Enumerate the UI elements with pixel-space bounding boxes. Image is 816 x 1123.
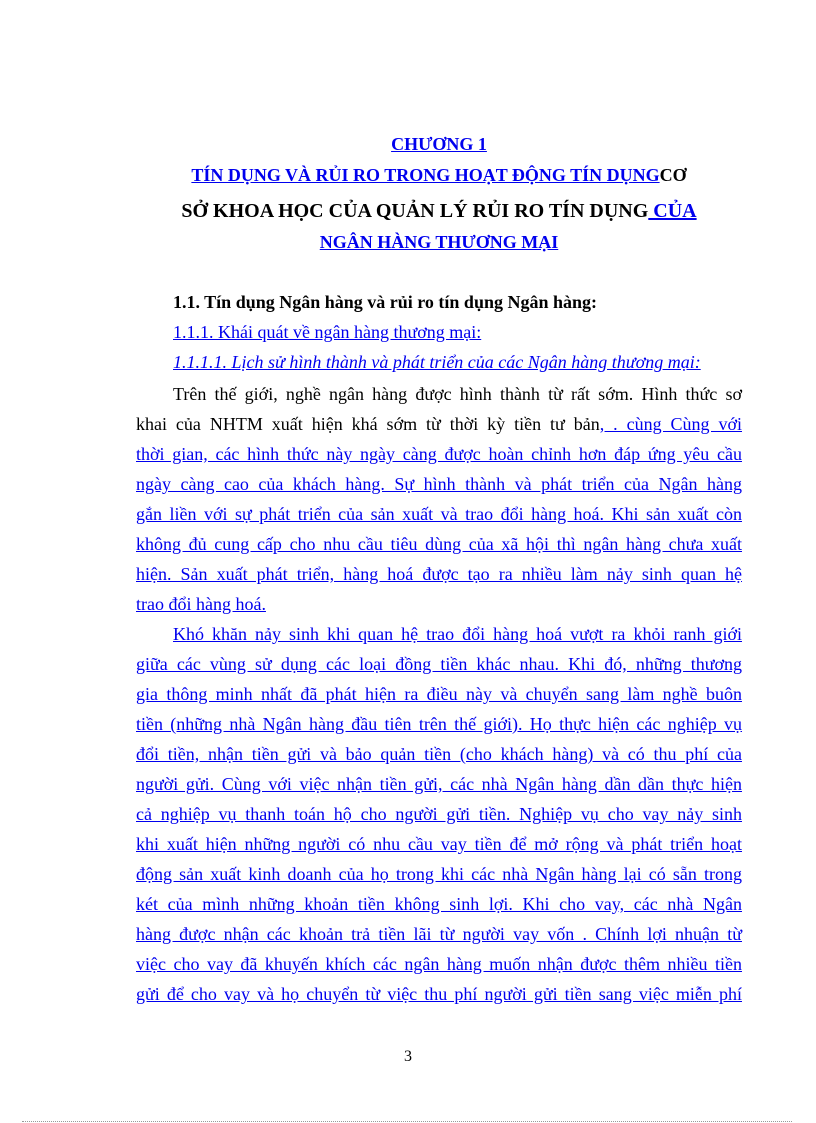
title-text: CƠ — [659, 165, 687, 185]
chapter-title-line-3: NGÂN HÀNG THƯƠNG MẠI — [319, 232, 559, 252]
paragraph-line: két của mình những khoản tiền không sinh lợi. Khi cho vay, các nhà Ngân — [136, 894, 742, 914]
inserted-text: , . cùng Cùng với — [599, 414, 742, 434]
paragraph-line: Trên thế giới, nghề ngân hàng được hình thành từ rất sớm. Hình thức sơ — [173, 384, 742, 404]
section-heading-1-1-1: 1.1.1. Khái quát về ngân hàng thương mại: — [173, 322, 482, 342]
section-heading-1-1-1-1: 1.1.1.1. Lịch sử hình thành và phát triển của các Ngân hàng thương mại: — [173, 352, 701, 372]
chapter-title-line-1 — [136, 165, 742, 186]
paragraph-line: đổi tiền, nhận tiền gửi và bảo quản tiền (cho khách hàng) và có thu phí của — [136, 744, 742, 764]
paragraph-line: giữa các vùng sử dụng các loại đồng tiền khác nhau. Khi đó, những thương — [136, 654, 742, 674]
paragraph-line: động sản xuất kinh doanh của họ trong khi các nhà Ngân hàng lại có sẵn trong — [136, 864, 742, 884]
paragraph-line: không đủ cung cấp cho nhu cầu tiêu dùng của xã hội thì ngân hàng chưa xuất — [136, 534, 742, 554]
paragraph-line: cả nghiệp vụ thanh toán hộ cho người gửi tiền. Nghiệp vụ cho vay nảy sinh — [136, 804, 742, 824]
paragraph-line: gia thông minh nhất đã phát hiện ra điều này và chuyển sang làm nghề buôn — [136, 684, 742, 704]
paragraph-line: ngày càng cao của khách hàng. Sự hình thành và phát triển của Ngân hàng — [136, 474, 742, 494]
paragraph-line: hiện. Sản xuất phát triển, hàng hoá được tạo ra nhiều làm nảy sinh quan hệ — [136, 564, 742, 584]
chapter-title-line-2 — [136, 200, 742, 223]
chapter-number: CHƯƠNG 1 — [391, 134, 487, 154]
inserted-title-text: TÍN DỤNG VÀ RỦI RO TRONG HOẠT ĐỘNG TÍN DỤNG — [191, 165, 660, 185]
page-break-rule — [22, 1121, 792, 1122]
inserted-title-text: CỦA — [648, 200, 697, 222]
page-number: 3 — [404, 1048, 412, 1065]
paragraph-line: gắn liền với sự phát triển của sản xuất và trao đổi hàng hoá. Khi sản xuất còn — [136, 504, 742, 524]
paragraph-line: thời gian, các hình thức này ngày càng được hoàn chỉnh hơn đáp ứng yêu cầu — [136, 444, 742, 464]
paragraph-line: việc cho vay đã khuyến khích các ngân hàng muốn nhận được thêm nhiều tiền — [136, 954, 742, 974]
paragraph-line: người gửi. Cùng với việc nhận tiền gửi, các nhà Ngân hàng dần dần thực hiện — [136, 774, 742, 794]
paragraph-line: tiền (những nhà Ngân hàng đầu tiên trên thế giới). Họ thực hiện các nghiệp vụ — [136, 714, 742, 734]
paragraph-line: gửi để cho vay và họ chuyển từ việc thu phí người gửi tiền sang việc miễn phí — [136, 984, 742, 1004]
paragraph-line: khi xuất hiện những người có nhu cầu vay tiền để mở rộng và phát triển hoạt — [136, 834, 742, 854]
paragraph-line: trao đổi hàng hoá. — [136, 594, 266, 614]
section-heading-1-1: 1.1. Tín dụng Ngân hàng và rủi ro tín dụng Ngân hàng: — [173, 292, 597, 312]
paragraph-line: hàng được nhận các khoản trả tiền lãi từ người vay vốn . Chính lợi nhuận từ — [136, 924, 742, 944]
title-text: SỞ KHOA HỌC CỦA QUẢN LÝ RỦI RO TÍN DỤNG — [181, 200, 649, 222]
paragraph-line: Khó khăn nảy sinh khi quan hệ trao đổi hàng hoá vượt ra khỏi ranh giới — [173, 624, 742, 644]
paragraph-line: khai của NHTM xuất hiện khá sớm từ thời kỳ tiền tư bản, . cùng Cùng với — [136, 414, 742, 434]
